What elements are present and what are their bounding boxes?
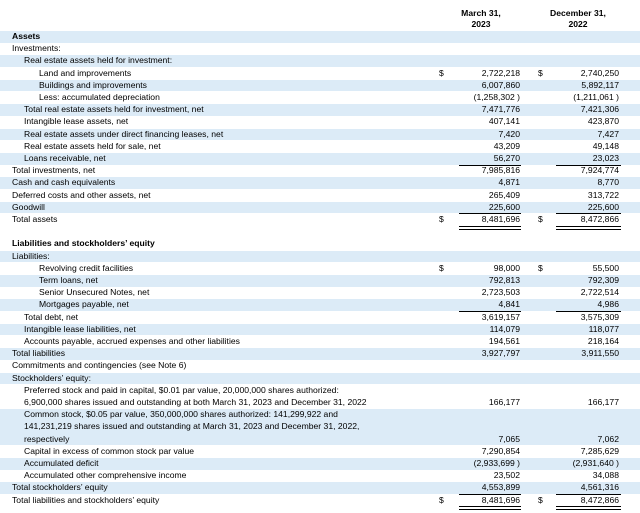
value-march-2023: 225,600 [488,201,520,212]
value-december-2022: 218,164 [587,336,619,346]
table-row [0,129,640,141]
table-row [0,336,640,348]
table-row [0,80,640,92]
row-label: Total real estate assets held for investment, net [24,104,204,115]
row-label: respectively [24,433,70,444]
value-march-2023: 2,723,503 [481,287,520,298]
value-march-2023: 98,000 [493,262,520,273]
row-label: Total debt, net [24,311,78,322]
table-row [0,214,640,226]
double-underline [556,506,621,510]
table-row [0,470,640,482]
value-december-2022: 4,561,316 [580,482,619,493]
value-march-2023: 3,619,157 [481,311,520,322]
row-label: Liabilities and stockholders’ equity [12,238,155,249]
value-march-2023: 4,841 [498,299,520,310]
row-label: Accounts payable, accrued expenses and other liabilities [24,336,240,346]
value-december-2022: 313,722 [587,189,619,200]
value-december-2022: 225,600 [587,201,619,212]
value-december-2022: 166,177 [587,396,619,407]
value-december-2022: 792,309 [587,275,619,285]
row-label: Common stock, $0.05 par value, 350,000,000 shares authorized: 141,299,922 and [24,409,338,420]
table-row [0,68,640,80]
table-row [0,263,640,275]
row-label: Cash and cash equivalents [12,177,116,188]
table-row [0,385,640,409]
row-label: Total investments, net [12,165,96,176]
value-march-2023: 3,927,797 [481,348,520,359]
column-header-december-2022 [533,8,623,30]
row-label: Goodwill [12,201,45,212]
table-row [0,177,640,189]
value-march-2023: 7,420 [498,128,520,139]
dollar-sign: $ [538,262,543,273]
row-shading [0,348,640,360]
row-label: Real estate assets held for sale, net [24,140,161,151]
table-row [0,31,640,43]
table-row [0,92,640,104]
table-row [0,238,640,250]
row-label: 141,231,219 shares issued and outstanding at March 31, 2023 and December 31, 2022, [24,421,360,432]
value-march-2023: 4,553,899 [481,482,520,493]
table-row [0,251,640,263]
row-label: Preferred stock and paid in capital, $0.01 par value, 20,000,000 shares authorized: [24,384,339,395]
dollar-sign: $ [538,214,543,224]
table-row [0,165,640,177]
value-december-2022: 423,870 [587,116,619,127]
value-december-2022: 8,770 [597,177,619,188]
dollar-sign: $ [439,494,444,505]
row-label: Liabilities: [12,250,50,261]
row-label: Assets [12,31,41,41]
table-row [0,324,640,336]
value-march-2023: (2,933,699 ) [473,458,520,468]
dollar-sign: $ [538,494,543,505]
table-row [0,495,640,507]
row-label: Mortgages payable, net [39,299,129,310]
value-march-2023: 6,007,860 [481,79,520,90]
value-march-2023: 43,209 [493,140,520,151]
value-march-2023: 7,290,854 [481,445,520,456]
column-header-march-2023 [438,8,524,30]
value-december-2022: 8,472,866 [580,214,619,224]
value-march-2023: 792,813 [488,275,520,285]
row-shading [0,202,640,214]
value-march-2023: 114,079 [489,323,520,334]
table-row [0,409,640,446]
value-december-2022: 2,740,250 [580,67,619,78]
value-march-2023: 56,270 [493,153,520,163]
row-label: Intangible lease liabilities, net [24,323,136,334]
row-label: Total liabilities and stockholders’ equity [12,494,160,505]
value-march-2023: 4,871 [498,177,520,188]
value-december-2022: 7,062 [597,433,619,444]
row-label: Buildings and improvements [39,79,147,90]
table-row [0,360,640,372]
value-march-2023: 7,471,776 [481,104,520,115]
row-label: Accumulated other comprehensive income [24,470,187,481]
value-december-2022: 3,911,550 [581,348,619,359]
dollar-sign: $ [439,262,444,273]
value-december-2022: 7,427 [597,128,619,139]
column-header-line: 2022 [568,19,588,29]
value-march-2023: 166,177 [488,396,520,407]
table-row [0,153,640,165]
table-row [0,55,640,67]
table-row [0,458,640,470]
value-march-2023: 407,141 [488,116,520,127]
row-label: Capital in excess of common stock par value [24,445,195,456]
table-row [0,275,640,287]
row-label: Total stockholders’ equity [12,482,108,493]
value-december-2022: (2,931,640 ) [572,458,619,468]
table-row [0,287,640,299]
column-header-line: March 31, [461,8,501,18]
table-row [0,141,640,153]
value-december-2022: 7,285,629 [580,445,619,456]
value-december-2022: 5,892,117 [581,79,619,90]
table-row [0,299,640,311]
value-march-2023: (1,258,302 ) [473,92,520,102]
row-shading [0,373,640,385]
row-label: 6,900,000 shares issued and outstanding at both March 31, 2023 and December 31, 2022 [24,396,367,407]
dollar-sign: $ [439,67,444,78]
row-label: Land and improvements [39,67,132,78]
value-december-2022: 49,148 [592,140,619,151]
value-december-2022: 118,077 [588,323,619,334]
value-march-2023: 7,065 [498,433,520,444]
table-row [0,312,640,324]
row-label: Investments: [12,43,61,54]
row-label: Total liabilities [12,348,66,359]
row-label: Senior Unsecured Notes, net [39,287,150,298]
table-row [0,43,640,55]
table-row [0,482,640,494]
table-row [0,226,640,238]
row-shading [0,31,640,43]
value-december-2022: 4,986 [597,299,619,310]
row-label: Total assets [12,214,58,224]
value-march-2023: 23,502 [493,470,520,481]
row-label: Less: accumulated depreciation [39,92,160,102]
table-row [0,202,640,214]
row-label: Intangible lease assets, net [24,116,129,127]
double-underline [459,506,521,510]
value-december-2022: 3,575,309 [580,311,619,322]
value-december-2022: 8,472,866 [580,494,619,505]
table-row [0,116,640,128]
value-december-2022: 34,088 [592,470,619,481]
value-march-2023: 8,481,696 [481,494,520,505]
dollar-sign: $ [538,67,543,78]
value-december-2022: 55,500 [592,262,619,273]
table-row [0,446,640,458]
row-label: Revolving credit facilities [39,262,134,273]
column-header-line: 2023 [471,19,491,29]
table-row [0,190,640,202]
column-header-line: December 31, [550,8,606,18]
row-label: Term loans, net [39,275,98,285]
table-row [0,104,640,116]
value-march-2023: 194,561 [488,336,520,346]
value-december-2022: (1,211,061 ) [573,92,619,102]
row-label: Commitments and contingencies (see Note 6) [12,360,187,371]
value-december-2022: 2,722,514 [580,287,619,298]
value-december-2022: 7,421,306 [580,104,619,115]
row-label: Real estate assets held for investment: [24,55,173,66]
value-december-2022: 23,023 [592,153,619,163]
table-row [0,348,640,360]
value-march-2023: 8,481,696 [481,214,520,224]
value-march-2023: 265,409 [488,189,520,200]
row-label: Real estate assets under direct financing leases, net [24,128,224,139]
value-march-2023: 7,985,816 [481,165,520,176]
row-label: Stockholders’ equity: [12,372,91,383]
row-shading [0,251,640,263]
row-label: Loans receivable, net [24,153,106,163]
value-december-2022: 7,924,774 [580,165,619,176]
value-march-2023: 2,722,218 [481,67,520,78]
row-label: Deferred costs and other assets, net [12,189,151,200]
dollar-sign: $ [439,214,444,224]
table-row [0,373,640,385]
row-label: Accumulated deficit [24,458,99,468]
